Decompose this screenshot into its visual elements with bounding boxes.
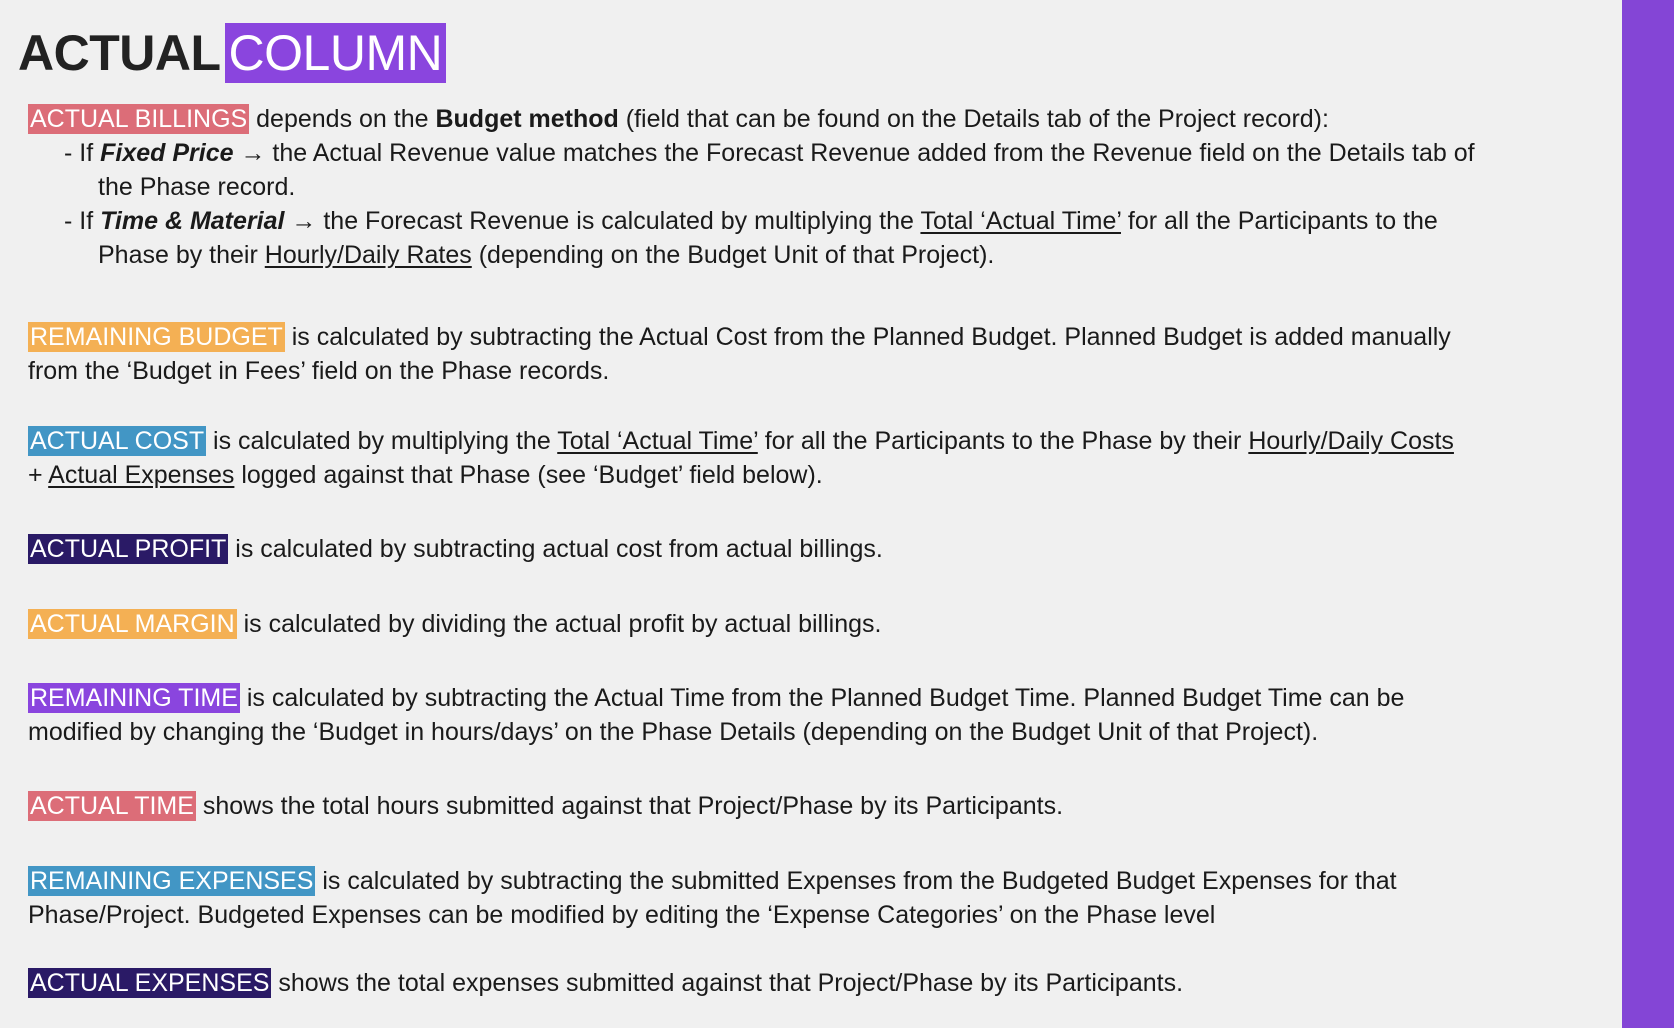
fp-prefix: - If [64,139,101,167]
tm-total-actual-time: Total ‘Actual Time’ [920,207,1121,235]
actual-expenses-text: shows the total expenses submitted against that Project/Phase by its Participants. [271,969,1184,997]
actual-cost-total-actual-time: Total ‘Actual Time’ [557,427,758,455]
remaining-budget-line-2: from the ‘Budget in Fees’ field on the Phase records. [28,357,610,385]
section-actual-profit [28,532,1598,566]
billings-time-material-item [28,204,1598,272]
label-remaining-time: REMAINING TIME [30,684,238,712]
label-actual-margin: ACTUAL MARGIN [30,610,235,638]
section-actual-billings [28,102,1598,272]
page-title [18,22,446,84]
label-actual-cost: ACTUAL COST [30,427,205,455]
section-remaining-budget [28,320,1598,388]
label-remaining-expenses: REMAINING EXPENSES [30,867,314,895]
label-actual-expenses: ACTUAL EXPENSES [30,969,270,997]
label-remaining-budget: REMAINING BUDGET [30,323,283,351]
side-accent-bar [1622,0,1674,1028]
actual-time-text: shows the total hours submitted against that Project/Phase by its Participants. [195,792,1064,820]
actual-cost-actual-expenses: Actual Expenses [48,461,235,489]
fp-line-1: the Actual Revenue value matches the Forecast Revenue added from the Revenue field on the Details tab of [272,139,1475,167]
actual-margin-text: is calculated by dividing the actual profit by actual billings. [236,610,882,638]
actual-cost-text-2: for all the Participants to the Phase by their [757,427,1249,455]
actual-profit-text: is calculated by subtracting actual cost from actual billings. [228,535,883,563]
section-remaining-expenses [28,864,1598,932]
billings-fixed-price-item [28,136,1598,204]
tm-arrow: → [284,207,324,235]
section-actual-expenses [28,966,1598,1000]
label-actual-profit: ACTUAL PROFIT [30,535,227,563]
title-main: ACTUAL [18,25,221,81]
tm-text-1: the Forecast Revenue is calculated by multiplying the [323,207,921,235]
actual-cost-text-1: is calculated by multiplying the [206,427,558,455]
tm-line-2b: (depending on the Budget Unit of that Project). [471,241,995,269]
label-actual-time: ACTUAL TIME [30,792,194,820]
fp-term: Fixed Price [100,139,234,167]
section-actual-time [28,789,1598,823]
section-remaining-time [28,681,1598,749]
billings-text-1: depends on the [249,105,436,133]
remaining-budget-line-1: is calculated by subtracting the Actual Cost from the Planned Budget. Planned Budget is added manually [284,323,1451,351]
tm-term: Time & Material [100,207,285,235]
actual-cost-line-2a: + [28,461,49,489]
tm-hourly-daily-rates: Hourly/Daily Rates [264,241,472,269]
actual-cost-hourly-daily-costs: Hourly/Daily Costs [1248,427,1454,455]
label-actual-billings: ACTUAL BILLINGS [30,105,248,133]
remaining-time-line-2: modified by changing the ‘Budget in hours/days’ on the Phase Details (depending on the Budget Unit of that Project). [28,718,1319,746]
remaining-time-line-1: is calculated by subtracting the Actual Time from the Planned Budget Time. Planned Budget Time can be [239,684,1405,712]
tm-prefix: - If [64,207,101,235]
title-highlight: COLUMN [225,23,447,83]
section-actual-cost [28,424,1598,492]
billings-budget-method: Budget method [435,105,619,133]
billings-text-2: (field that can be found on the Details tab of the Project record): [618,105,1329,133]
remaining-expenses-line-1: is calculated by subtracting the submitted Expenses from the Budgeted Budget Expenses for that [315,867,1397,895]
tm-text-2: for all the Participants to the [1120,207,1438,235]
tm-line-2a: Phase by their [98,241,265,269]
fp-line-2: the Phase record. [98,173,296,201]
fp-arrow: → [233,139,273,167]
section-actual-margin [28,607,1598,641]
remaining-expenses-line-2: Phase/Project. Budgeted Expenses can be modified by editing the ‘Expense Categories’ on the Phase level [28,901,1216,929]
actual-cost-line-2b: logged against that Phase (see ‘Budget’ field below). [234,461,823,489]
tm-line-2 [64,238,1598,272]
